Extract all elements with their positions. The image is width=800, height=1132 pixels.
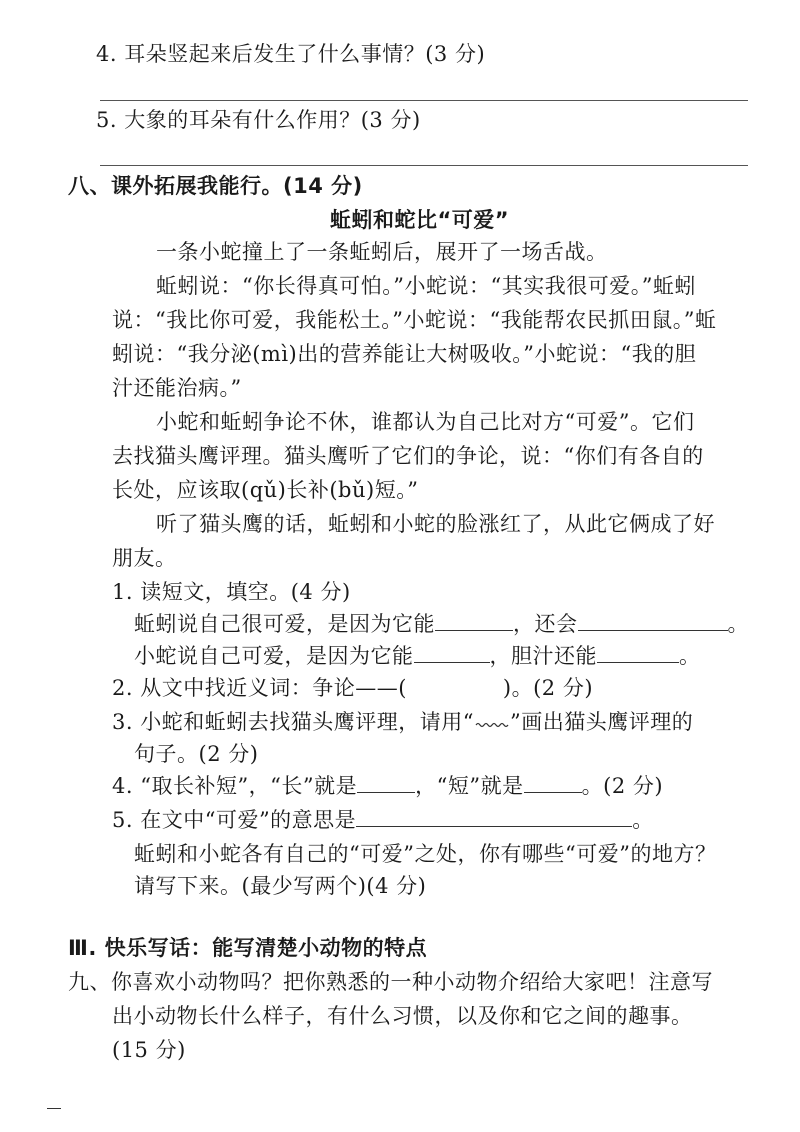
- fill-blank[interactable]: [578, 610, 728, 631]
- question-5-line-3: 请写下来。(最少写两个)(4 分): [134, 874, 427, 898]
- fill-blank[interactable]: [357, 772, 415, 793]
- story-line: 去找猫头鹰评理。猫头鹰听了它们的争论，说：“你们有各自的: [112, 444, 704, 468]
- story-line: 听了猫头鹰的话，蚯蚓和小蛇的脸涨红了，从此它俩成了好: [156, 512, 715, 536]
- q3-text: ”画出猫头鹰评理的: [509, 710, 694, 734]
- q2-text: )。(2 分): [502, 676, 594, 700]
- q4-text: ，“短”就是: [415, 774, 524, 798]
- story-line: 蚯蚓说：“你长得真可怕。”小蛇说：“其实我很可爱。”蚯蚓: [156, 274, 696, 298]
- section-8-heading: 八、课外拓展我能行。(14 分): [68, 174, 363, 198]
- q1-text: ，还会: [513, 612, 578, 636]
- question-5-line-2: 蚯蚓和小蛇各有自己的“可爱”之处，你有哪些“可爱”的地方？: [134, 842, 717, 866]
- fill-blank[interactable]: [356, 806, 632, 827]
- section-3-heading: Ⅲ. 快乐写话：能写清楚小动物的特点: [68, 936, 428, 960]
- question-5: [112, 806, 654, 834]
- fill-blank[interactable]: [597, 642, 679, 663]
- q5-text: 。: [632, 808, 654, 832]
- q3-text: 3. 小蛇和蚯蚓去找猫头鹰评理，请用“: [112, 710, 474, 734]
- story-title: 蚯蚓和蛇比“可爱”: [330, 208, 510, 232]
- fill-blank[interactable]: [414, 642, 490, 663]
- story-line: 汁还能治病。”: [112, 376, 242, 400]
- q4-text: 。(2 分): [581, 774, 664, 798]
- answer-line[interactable]: [100, 100, 748, 101]
- wavy-underline-icon: [474, 715, 510, 729]
- story-line: 说：“我比你可爱，我能松土。”小蛇说：“我能帮农民抓田鼠。”蚯: [112, 308, 717, 332]
- question-9-line-3: (15 分): [112, 1038, 186, 1062]
- question-2: [112, 674, 593, 702]
- story-line: 长处，应该取(qǔ)长补(bǔ)短。”: [112, 478, 419, 502]
- question-4: [112, 772, 663, 800]
- q5-text: 5. 在文中“可爱”的意思是: [112, 808, 357, 832]
- q1-text: ，胆汁还能: [489, 644, 597, 668]
- prev-question-4: 4. 耳朵竖起来后发生了什么事情？(3 分): [96, 42, 486, 66]
- q1-text: 。: [727, 612, 749, 636]
- fill-blank[interactable]: [435, 610, 513, 631]
- q4-text: 4. “取长补短”，“长”就是: [112, 774, 358, 798]
- q1-text: 蚯蚓说自己很可爱，是因为它能: [134, 612, 435, 636]
- story-line: 一条小蛇撞上了一条蚯蚓后，展开了一场舌战。: [156, 240, 608, 264]
- story-line: 小蛇和蚯蚓争论不休，谁都认为自己比对方“可爱”。它们: [156, 410, 695, 434]
- story-line: 蚓说：“我分泌(mì)出的营养能让大树吸收。”小蛇说：“我的胆: [112, 342, 697, 366]
- corner-mark: [47, 1108, 61, 1109]
- question-9-line-1: 九、你喜欢小动物吗？把你熟悉的一种小动物介绍给大家吧！注意写: [68, 970, 713, 994]
- prev-question-5: 5. 大象的耳朵有什么作用？(3 分): [96, 108, 421, 132]
- story-line: 朋友。: [112, 546, 177, 570]
- fill-blank[interactable]: [524, 772, 582, 793]
- question-3-line-2: 句子。(2 分): [134, 742, 259, 766]
- question-1-line-2: [134, 642, 701, 670]
- q1-text: 小蛇说自己可爱，是因为它能: [134, 644, 414, 668]
- question-1-line-1: [134, 610, 749, 638]
- question-1-label: 1. 读短文，填空。(4 分): [112, 580, 351, 604]
- answer-line[interactable]: [100, 165, 748, 166]
- q1-text: 。: [679, 644, 701, 668]
- question-3-line-1: [112, 708, 693, 736]
- question-9-line-2: 出小动物长什么样子，有什么习惯，以及你和它之间的趣事。: [112, 1004, 693, 1028]
- q2-text: 2. 从文中找近义词：争论——(: [112, 676, 407, 700]
